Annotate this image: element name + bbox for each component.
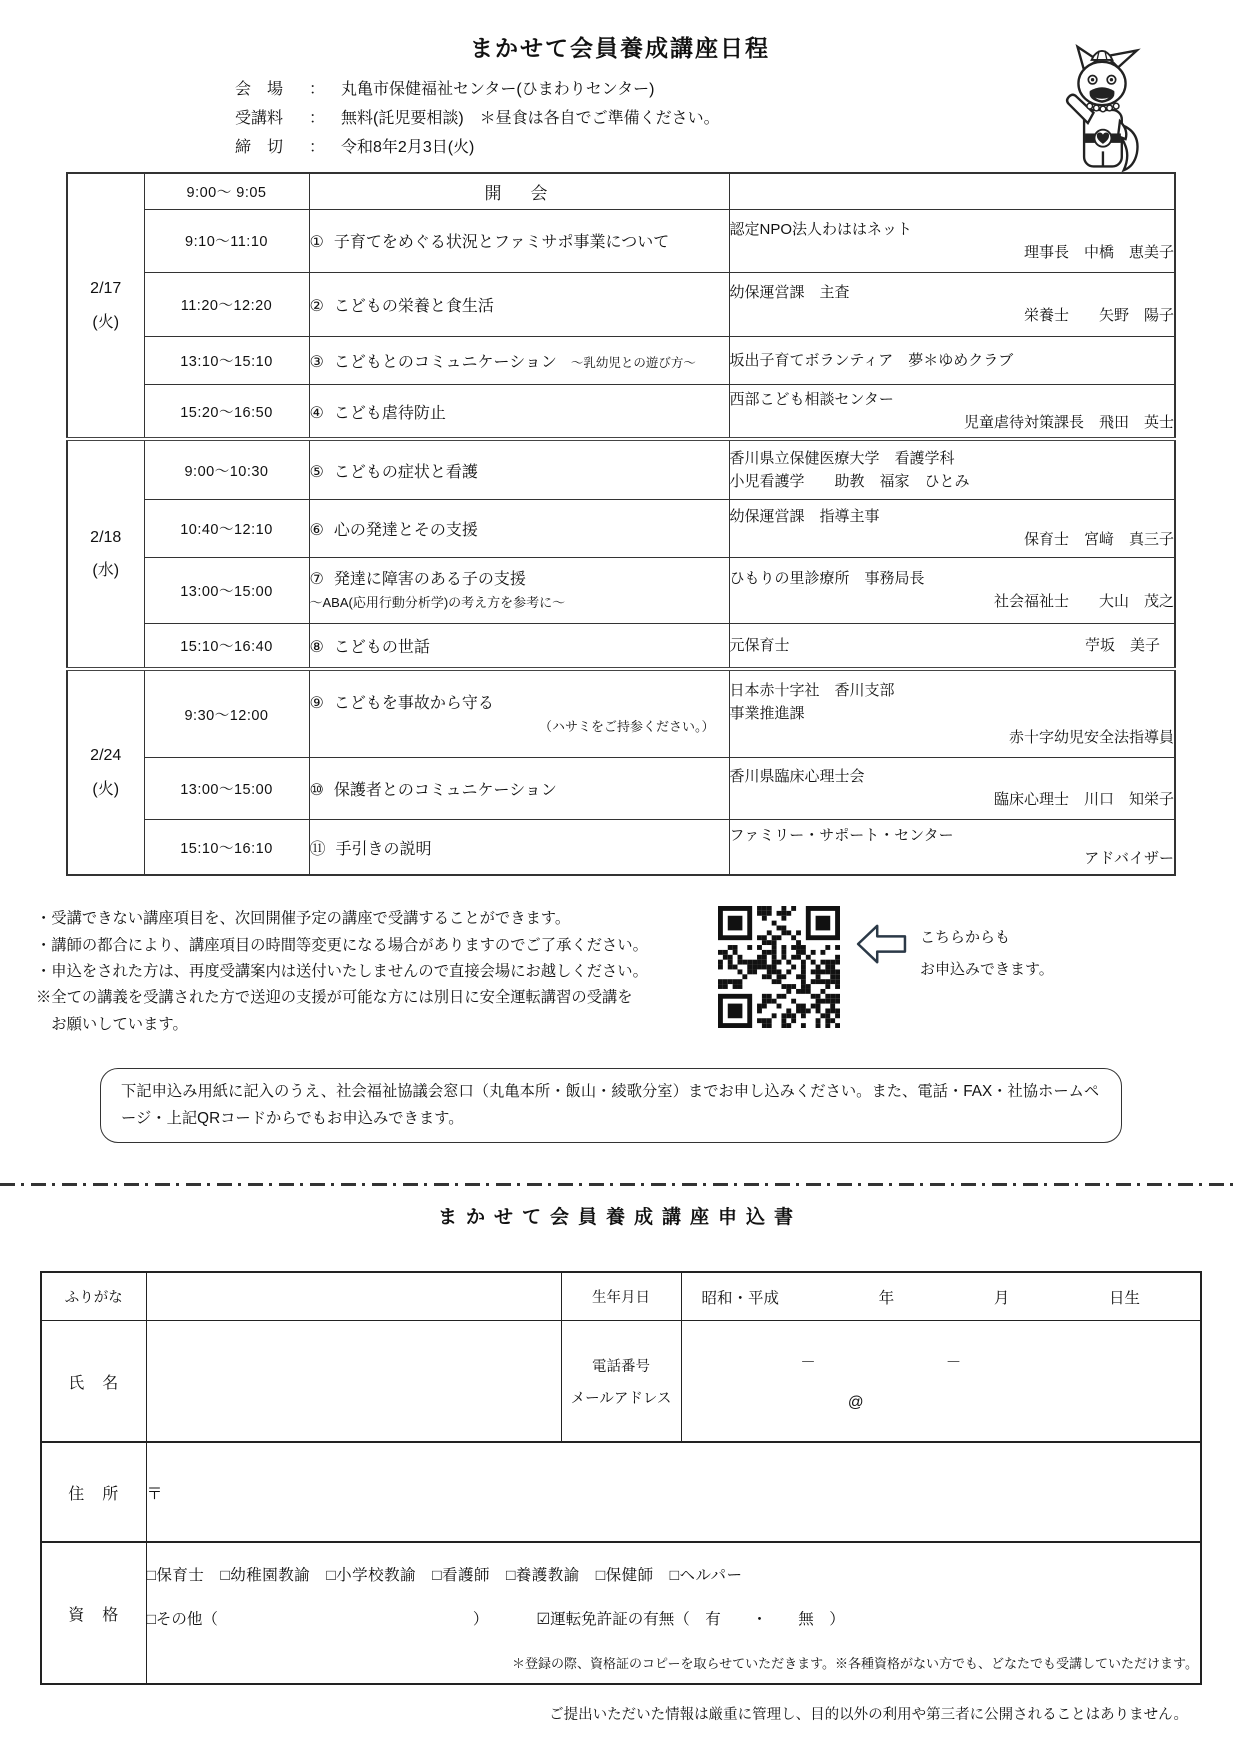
day-label: 日生 (1108, 1289, 1140, 1307)
date-cell-day1: 2/17 (火) (67, 173, 144, 439)
session-lecturer: ひもりの里診療所 事務局長 社会福祉士 大山 茂之 (729, 557, 1175, 623)
session-title: ⑩ 保護者とのコミュニケーション (309, 757, 729, 819)
session-title: ④ こども虐待防止 (309, 384, 729, 439)
contact-input-cell (681, 1320, 1201, 1442)
session-time: 11:20～12:20 (144, 272, 309, 336)
session-title: 開 会 (309, 173, 729, 209)
year-label: 年 (878, 1289, 895, 1307)
session-lecturer: 幼保運営課 指導主事 保育士 宮﨑 真三子 (729, 499, 1175, 557)
birthdate-label: 生年月日 (561, 1272, 681, 1320)
cut-line-divider (0, 1183, 1240, 1186)
session-lecturer: ファミリー・サポート・センター アドバイザー (729, 819, 1175, 875)
form-title: まかせて会員養成講座申込書 (437, 1207, 802, 1229)
session-title: ③ こどもとのコミュニケーション ～乳幼児との遊び方～ (309, 336, 729, 384)
session-lecturer: 日本赤十字社 香川支部 事業推進課 赤十字幼児安全法指導員 (729, 669, 1175, 757)
page-title: まかせて会員養成講座日程 (470, 35, 770, 61)
qualification-note: ＊登録の際、資格証のコピーを取らせていただきます。※各種資格がない方でも、どなたでも受講していただけます。 (511, 1655, 1198, 1671)
birthdate-input-cell (681, 1272, 1201, 1320)
qualification-label: 資 格 (41, 1542, 146, 1684)
qr-apply-block (718, 906, 1054, 1037)
session-lecturer: 元保育士 苧坂 美子 (729, 623, 1175, 669)
fee-value: 無料(託児要相談) ＊昼食は各自でご準備ください。 (341, 110, 720, 128)
session-time: 13:10～15:10 (144, 336, 309, 384)
qr-code (718, 906, 840, 1028)
session-time: 13:00～15:00 (144, 757, 309, 819)
session-time: 9:30～12:00 (144, 669, 309, 757)
date-cell-day2: 2/18 (水) (67, 439, 144, 669)
session-lecturer: 香川県臨床心理士会 臨床心理士 川口 知栄子 (729, 757, 1175, 819)
colon: ： (309, 110, 326, 128)
session-time: 15:10～16:40 (144, 623, 309, 669)
furigana-input-cell (146, 1272, 561, 1320)
venue-value: 丸亀市保健福祉センター(ひまわりセンター) (341, 81, 655, 98)
session-lecturer: 坂出子育てボランティア 夢＊ゆめクラブ (729, 336, 1175, 384)
fee-label: 受講料 (235, 110, 284, 128)
note-line: ・受講できない講座項目を、次回開催予定の講座で受講することができます。 (36, 910, 571, 928)
session-title: ⑧ こどもの世話 (309, 623, 729, 669)
session-time: 15:10～16:10 (144, 819, 309, 875)
session-lecturer: 西部こども相談センター 児童虐待対策課長 飛田 英士 (729, 384, 1175, 439)
session-title: ⑥ 心の発達とその支援 (309, 499, 729, 557)
other-checkbox-label: □その他（ (146, 1610, 218, 1628)
mail-label: メールアドレス (570, 1390, 672, 1407)
deadline-value: 令和8年2月3日(火) (341, 139, 475, 157)
contact-labels-cell (561, 1320, 681, 1442)
session-time: 9:00～10:30 (144, 439, 309, 499)
application-instruction-box: 下記申込み用紙に記入のうえ、社会福祉協議会窓口（丸亀本所・飯山・綾歌分室）までお申し込みください。また、電話・FAX・社協ホームページ・上記QRコードからでもお申込みできます。 (100, 1068, 1122, 1144)
address-input-cell: 〒 (146, 1442, 1201, 1542)
session-lecturer: 認定NPO法人わははネット 理事長 中橋 恵美子 (729, 209, 1175, 272)
session-time: 13:00～15:00 (144, 557, 309, 623)
address-label: 住 所 (41, 1442, 146, 1542)
left-arrow-icon (856, 922, 908, 971)
notes-text (36, 906, 700, 1037)
session-time: 9:10～11:10 (144, 209, 309, 272)
privacy-note: ご提出いただいた情報は厳重に管理し、目的以外の利用や第三者に公開されることはありません。 (549, 1707, 1188, 1724)
qualification-other-line (147, 1607, 1201, 1629)
furigana-label: ふりがな (41, 1272, 146, 1320)
session-title: ⑦ 発達に障害のある子の支援 ～ABA(応用行動分析学)の考え方を参考に～ (309, 557, 729, 623)
session-title: ⑨ こどもを事故から守る （ハサミをご持参ください。） (309, 669, 729, 757)
dog-mascot-illustration (1050, 42, 1154, 179)
qualification-checkboxes: □保育士 □幼稚園教諭 □小学校教諭 □看護師 □養護教諭 □保健師 □ヘルパー (146, 1566, 743, 1584)
colon: ： (309, 81, 326, 98)
name-label: 氏 名 (41, 1320, 146, 1442)
notes-section (36, 906, 1240, 1037)
session-title: ⑤ こどもの症状と看護 (309, 439, 729, 499)
note-line: お願いしています。 (36, 1015, 188, 1033)
session-title: ② こどもの栄養と食生活 (309, 272, 729, 336)
application-form-table (40, 1271, 1202, 1685)
session-title: ⑪ 手引きの説明 (309, 819, 729, 875)
qualification-input-cell (146, 1542, 1201, 1684)
mail-input-line: @ (847, 1394, 864, 1412)
deadline-label: 締 切 (235, 139, 284, 157)
venue-label: 会 場 (235, 81, 284, 98)
license-checkbox-label: ☑運転免許証の有無（ 有 ・ 無 ） (536, 1610, 845, 1628)
month-label: 月 (993, 1289, 1010, 1307)
era-label: 昭和・平成 (701, 1289, 780, 1307)
note-line: ・講師の都合により、講座項目の時間等変更になる場合がありますのでご了承ください。 (36, 936, 648, 954)
qr-caption: こちらからも お申込みできます。 (920, 929, 1054, 978)
colon: ： (309, 139, 326, 157)
session-lecturer: 香川県立保健医療大学 看護学科 小児看護学 助教 福家 ひとみ (729, 439, 1175, 499)
schedule-table (66, 172, 1176, 876)
session-time: 10:40～12:10 (144, 499, 309, 557)
phone-input-line: － － (800, 1354, 962, 1372)
session-time: 15:20～16:50 (144, 384, 309, 439)
note-line: ・申込をされた方は、再度受講案内は送付いたしませんので直接会場にお越しください。 (36, 962, 648, 980)
session-lecturer: 幼保運営課 主査 栄養士 矢野 陽子 (729, 272, 1175, 336)
name-input-cell (146, 1320, 561, 1442)
note-line: ※全ての講義を受講された方で送迎の支援が可能な方には別日に安全運転講習の受講を (36, 989, 633, 1007)
session-time: 9:00～ 9:05 (144, 173, 309, 209)
session-title: ① 子育てをめぐる状況とファミサポ事業について (309, 209, 729, 272)
phone-label: 電話番号 (592, 1358, 650, 1375)
other-close-paren: ） (472, 1610, 489, 1628)
date-cell-day3: 2/24 (火) (67, 669, 144, 875)
